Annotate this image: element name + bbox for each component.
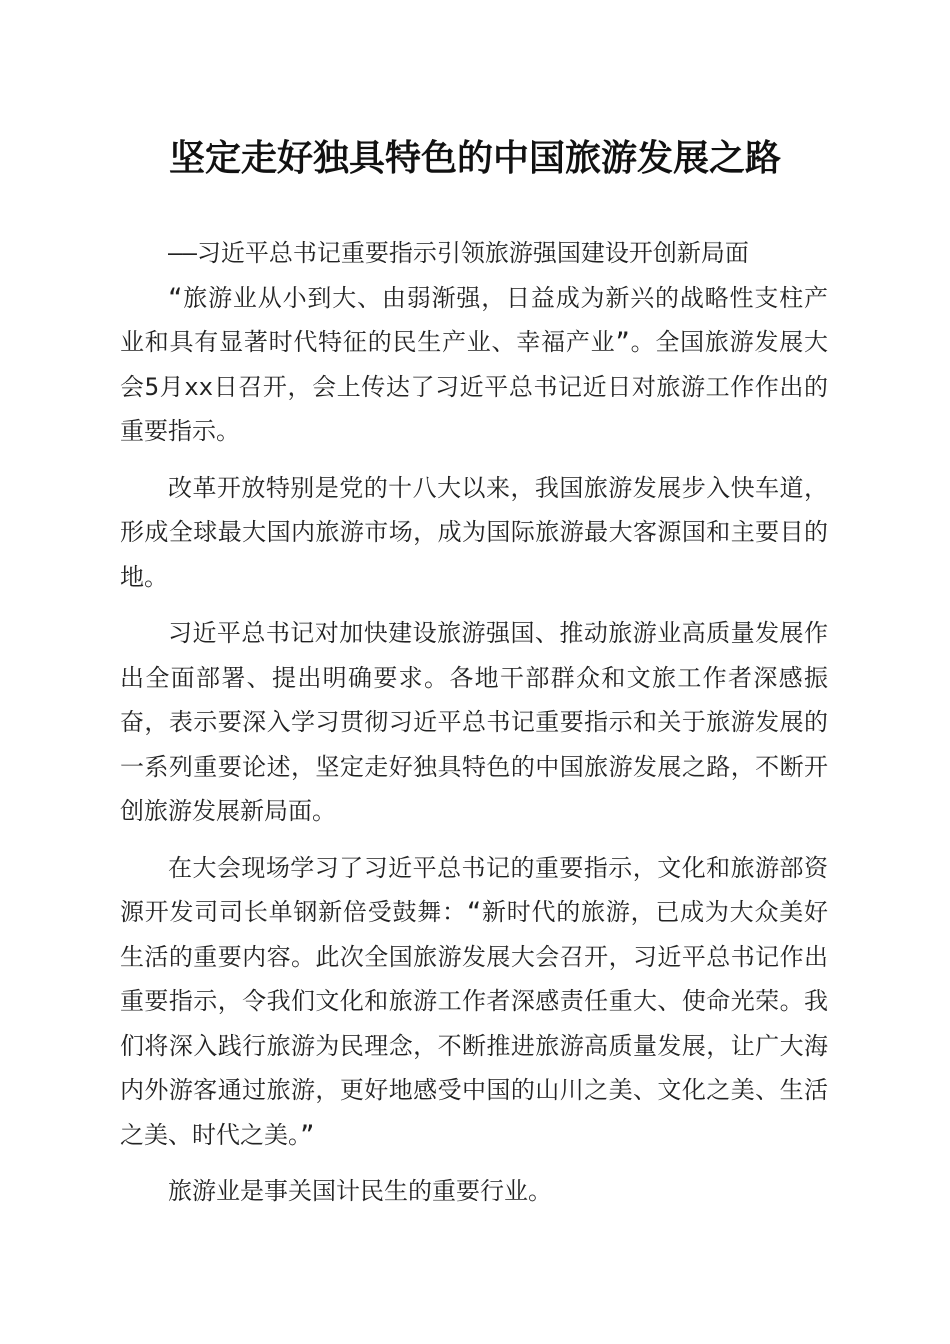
paragraph-4: 在大会现场学习了习近平总书记的重要指示，文化和旅游部资源开发司司长单钢新倍受鼓舞：“新时代的旅游，已成为大众美好生活的重要内容。此次全国旅游发展大会召开，习近平总书记作出重要指示，令我们文化和旅游工作者深感责任重大、使命光荣。我们将深入践行旅游为民理念，不断推进旅游高质量发展，让广大海内外游客通过旅游，更好地感受中国的山川之美、文化之美、生活之美、时代之美。” bbox=[120, 853, 828, 1149]
paragraph-1: “旅游业从小到大、由弱渐强，日益成为新兴的战略性支柱产业和具有显著时代特征的民生产业、幸福产业”。全国旅游发展大会5月xx日召开，会上传达了习近平总书记近日对旅游工作作出的重要指示。 bbox=[120, 283, 828, 445]
paragraph-3: 习近平总书记对加快建设旅游强国、推动旅游业高质量发展作出全面部署、提出明确要求。各地干部群众和文旅工作者深感振奋，表示要深入学习贯彻习近平总书记重要指示和关于旅游发展的一系列重要论述，坚定走好独具特色的中国旅游发展之路，不断开创旅游发展新局面。 bbox=[120, 619, 828, 825]
document-title: 坚定走好独具特色的中国旅游发展之路 bbox=[168, 137, 781, 179]
paragraph-2: 改革开放特别是党的十八大以来，我国旅游发展步入快车道，形成全球最大国内旅游市场，成为国际旅游最大客源国和主要目的地。 bbox=[120, 473, 828, 591]
document-body bbox=[120, 231, 828, 1214]
paragraph-5: 旅游业是事关国计民生的重要行业。 bbox=[168, 1177, 552, 1205]
document-subtitle: ——习近平总书记重要指示引领旅游强国建设开创新局面 bbox=[168, 239, 749, 267]
